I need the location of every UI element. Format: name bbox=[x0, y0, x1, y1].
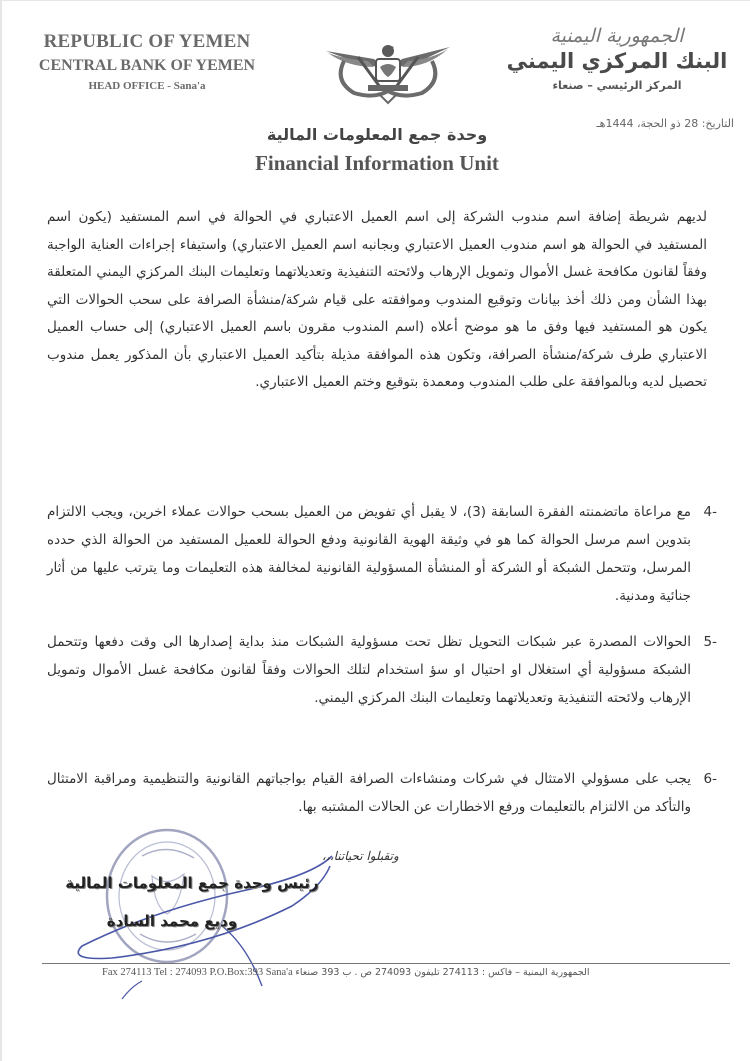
intro-paragraph: لديهم شريطة إضافة اسم مندوب الشركة إلى اسم العميل الاعتباري في الحوالة في اسم المستفيد (يكون اسم المستفيد في الحوالة هو اسم مندوب العميل الاعتباري وبجانبه اسم العميل الاعتباري) واستيفاء إجراءات العناية الواجبة وفقاً لقانون مكافحة غسل الأموال وتمويل الإرهاب ولائحته التنفيذية وتعديلاتهما وتعليمات البنك المركزي اليمني المتعلقة بهذا الشأن ومن ذلك أخذ بيانات وتوقيع المندوب وموافقته على قيام شركة/منشأة الصرافة على سحب الحوالات التي يكون هو المستفيد فيها وفق ما هو موضح أعلاه (اسم المندوب مقرون باسم العميل الاعتباري) إلى حساب العميل الاعتباري طرف شركة/منشأة الصرافة، وتكون هذه الموافقة مذيلة بتأكيد العميل الاعتباري بأن المذكور يعمل مندوب تحصيل لديه وبالموافقة على طلب المندوب ومعمدة بتوقيع وختم العميل الاعتباري. bbox=[47, 209, 707, 390]
signatory-title: رئيس وحدة جمع المعلومات المالية bbox=[65, 874, 319, 892]
footer-divider bbox=[42, 963, 730, 964]
letterhead-arabic bbox=[502, 25, 732, 92]
letterhead-office: HEAD OFFICE - Sana'a bbox=[88, 80, 206, 92]
clause-text: مع مراعاة ماتضمنته الفقرة السابقة (3)، لا يقبل أي تفويض من العميل بسحب حوالات عملاء اخرين، ويجب الالتزام بتدوين اسم مرسل الحوالة كما هو في وثيقة الهوية القانونية ودفع الحوالة للعميل المستفيد من الحوالة الذي حدده المرسل، وتتحمل الشبكة أو الشركة أو المنشأة المسؤولية القانونية لمخالفة هذه التعليمات وما يترتب عليها من أثار جنائية ومدنية. bbox=[47, 504, 691, 604]
letterhead-english bbox=[32, 31, 262, 92]
closing-remark: وتقبلوا تحياتنا،،، bbox=[322, 849, 399, 863]
clause-number: -4 bbox=[703, 504, 717, 520]
footer-contact-arabic: الجمهورية اليمنية – فاكس : 274113 تليفون 274093 ص . ب 393 صنعاء bbox=[295, 967, 590, 978]
letterhead-country: REPUBLIC OF YEMEN bbox=[43, 31, 251, 52]
clause-text: يجب على مسؤولي الامتثال في شركات ومنشاءات الصرافة القيام بواجباتهم القانونية والتنظيمية ومراقبة الامتثال والتأكد من الالتزام بالتعليمات ورفع الاخطارات عن الحالات المشتبه بها. bbox=[47, 771, 691, 815]
unit-title-english: Financial Information Unit bbox=[255, 151, 499, 175]
letterhead-bank-ar: البنك المركزي اليمني bbox=[506, 49, 728, 73]
yemen-eagle-emblem-icon bbox=[324, 37, 452, 105]
letterhead-office-ar: المركز الرئيسي – صنعاء bbox=[552, 79, 682, 92]
clause-number: -5 bbox=[703, 634, 717, 650]
unit-title-arabic: وحدة جمع المعلومات المالية bbox=[266, 125, 488, 144]
clause-item bbox=[47, 628, 717, 712]
footer-contact bbox=[102, 967, 742, 978]
letterhead-country-ar: الجمهورية اليمنية bbox=[550, 25, 684, 47]
letterhead-bank: CENTRAL BANK OF YEMEN bbox=[38, 57, 256, 74]
footer-contact-english: Fax 274113 Tel : 274093 P.O.Box:393 Sana'a bbox=[102, 967, 293, 978]
clause-item bbox=[47, 765, 717, 821]
letter-date: التاريخ: 28 ذو الحجة، 1444هـ bbox=[596, 117, 734, 130]
signatory-name: وديع محمد السادة bbox=[106, 912, 238, 930]
clause-number: -6 bbox=[703, 771, 717, 787]
clause-item bbox=[47, 498, 717, 610]
clause-text: الحوالات المصدرة عبر شبكات التحويل تظل تحت مسؤولية الشبكات منذ بداية إصدارها الى وقت دفعها وتتحمل الشبكة مسؤولية أي استغلال او احتيال او سؤ استخدام لتلك الحوالات وفقاً لقانون مكافحة غسل الأموال وتمويل الإرهاب ولائحته التنفيذية وتعديلاتهما وتعليمات البنك المركزي اليمني. bbox=[47, 634, 691, 706]
